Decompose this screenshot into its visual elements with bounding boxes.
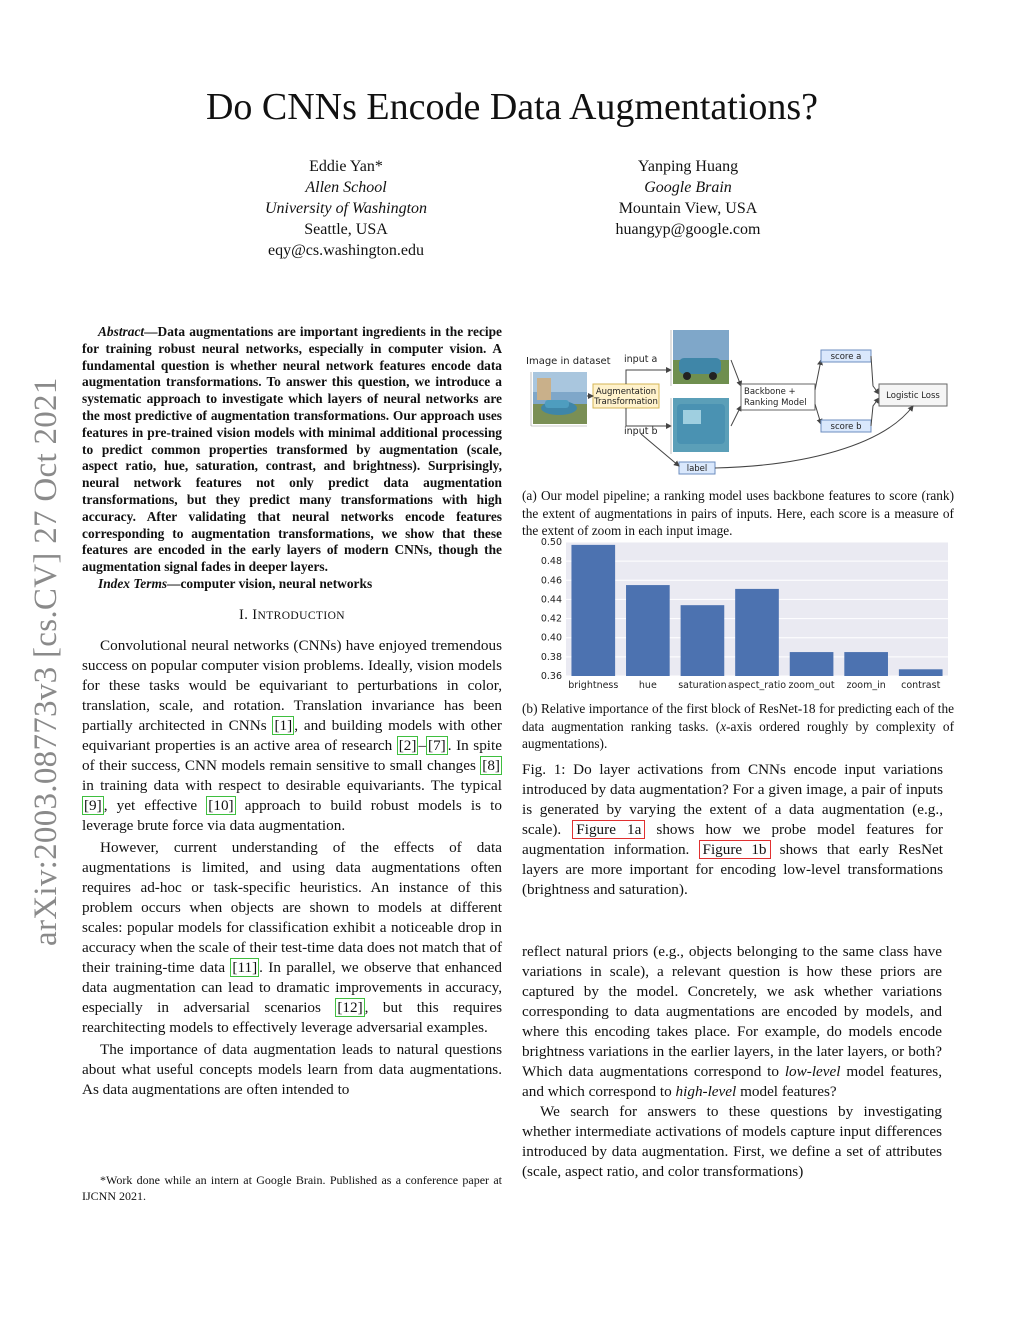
y-tick-label: 0.44 bbox=[540, 594, 562, 606]
input-b-image bbox=[671, 398, 729, 454]
intro-paragraph-1: Convolutional neural networks (CNNs) have enjoyed tremendous success on popular computer vision problems. Ideally, vision models for these tasks would be equivariant to perturbations in color, translation, scale, and rotation. Translation invariance has been partially architected in CNNs [1] , and building models with other equivariant properties is an active area of research [2] – [7] . In spite of their success, CNN models remain sensitive to small changes [8] in training data with respect to desirable equivariants. The typical [9] , yet effective [10] approach to build robust models is to leverage brute force via data augmentation. bbox=[82, 636, 502, 834]
arxiv-stamp-text: arXiv:2003.08773v3 [cs.CV] 27 Oct 2021 bbox=[28, 377, 64, 946]
label-box-text: label bbox=[686, 464, 708, 474]
y-tick-label: 0.40 bbox=[540, 632, 562, 644]
augmentation-box bbox=[593, 384, 659, 408]
y-tick-label: 0.50 bbox=[540, 537, 562, 548]
x-tick-label: zoom_out bbox=[788, 680, 835, 691]
figure-1-caption: Fig. 1: Do layer activations from CNNs encode input variations introduced by data augmentation? For a given image, a pair of inputs is generated by varying the extent of a data augmentation (e.g., scale). Figure 1a shows how we probe model features for augmentation information. Figure 1b shows that early ResNet layers are more important for encoding low-level transformations (brightness and saturation). bbox=[522, 761, 943, 898]
abstract-text: —Data augmentations are important ingredients in the recipe for training robust neural networks, especially in computer vision. A fundamental question is whether neural network features encode data augmentation transformations. To answer this question, we introduce a systematic approach to investigate which layers of neural networks are the most predictive of augmentation transformations. Our approach uses features in pre-trained vision models with minimal additional processing to predict common properties transformed by augmentation (scale, aspect ratio, hue, saturation, contrast, and brightness). Surprisingly, neural network features not only predict data augmentation transformations, but they predict many transformations with high accuracy. After validating that neural networks encode features corresponding to augmentation transformations, we show that these features are encoded in the early layers of modern CNNs, though the augmentation signal fades in deeper layers. bbox=[82, 324, 502, 575]
input-a-image bbox=[671, 330, 729, 386]
bar-zoom_in bbox=[844, 652, 888, 676]
footnote-text: *Work done while an intern at Google Brain. Published as a conference paper at IJCNN 2021. bbox=[82, 1173, 502, 1203]
augmentation-label-1: Augmentation bbox=[595, 387, 657, 397]
citation-link[interactable]: [12] bbox=[337, 998, 363, 1016]
citation-link[interactable]: [1] bbox=[274, 716, 293, 734]
input-a-label: input a bbox=[624, 354, 658, 365]
logistic-loss-box bbox=[879, 384, 947, 406]
author-name: Eddie Yan* bbox=[309, 158, 383, 175]
author-affiliation: Google Brain bbox=[644, 179, 732, 196]
logistic-loss-label: Logistic Loss bbox=[886, 391, 940, 401]
score-a-box bbox=[821, 350, 871, 362]
score-b-box bbox=[821, 420, 871, 432]
citation-link[interactable]: [9] bbox=[84, 796, 102, 814]
x-tick-label: aspect_ratio bbox=[727, 680, 787, 691]
citation-link[interactable]: [10] bbox=[208, 796, 234, 814]
citation-link[interactable]: [8] bbox=[482, 756, 500, 774]
bar-chart bbox=[518, 536, 956, 694]
citation-link[interactable]: [2] bbox=[398, 736, 417, 754]
author-block-1 bbox=[236, 156, 456, 261]
author-location: Mountain View, USA bbox=[618, 200, 758, 217]
author-location: Seattle, USA bbox=[304, 221, 388, 238]
bar-brightness bbox=[571, 545, 615, 676]
y-tick-label: 0.38 bbox=[540, 651, 562, 663]
figure-1a-caption: (a) Our model pipeline; a ranking model uses backbone features to score (rank) the extent of augmentations in pairs of inputs. Here, each score is a measure of the extent of zoom in each input image. bbox=[522, 488, 954, 538]
paper-title: Do CNNs Encode Data Augmentations? bbox=[205, 86, 819, 128]
section-number: I. bbox=[239, 606, 249, 623]
bar-hue bbox=[626, 585, 670, 676]
right-paragraph-1: reflect natural priors (e.g., objects belonging to the same class have variations in scale), a relevant question is how these priors are captured by the model. Concretely, we ask whether variations corresponding to data augmentations are encoded by models, and where this encoding takes place. For example, do models encode brightness variations in the earlier layers, in the later layers, or both? Which data augmentations correspond to low-level model features, and which correspond to high-level model features? bbox=[522, 943, 942, 1100]
author-block-2 bbox=[588, 156, 788, 240]
figure-1b-caption: (b) Relative importance of the first block of ResNet-18 for predicting each of the data augmentation ranking tasks. (x-axis ordered roughly by complexity of augmentations). bbox=[522, 701, 955, 751]
footnote bbox=[82, 1172, 502, 1204]
abstract bbox=[82, 324, 502, 593]
x-tick-label: hue bbox=[638, 680, 657, 691]
score-b-label: score b bbox=[830, 422, 862, 432]
author-name: Yanping Huang bbox=[637, 158, 739, 175]
y-tick-label: 0.46 bbox=[540, 575, 562, 587]
x-tick-label: zoom_in bbox=[846, 680, 886, 691]
author-email: huangyp@google.com bbox=[615, 221, 761, 238]
index-terms-text: —computer vision, neural networks bbox=[167, 575, 373, 591]
dataset-image bbox=[531, 372, 587, 426]
bar-aspect_ratio bbox=[735, 589, 779, 676]
left-column bbox=[82, 324, 502, 1100]
y-tick-label: 0.36 bbox=[540, 671, 562, 682]
author-affiliation: Allen School bbox=[305, 179, 387, 196]
citation-link[interactable]: [11] bbox=[232, 958, 258, 976]
figure-1b-link[interactable]: Figure 1b bbox=[699, 840, 771, 859]
backbone-label-2: Ranking Model bbox=[744, 398, 807, 408]
score-a-label: score a bbox=[830, 352, 862, 362]
author-affiliation: University of Washington bbox=[264, 200, 428, 217]
backbone-label-1: Backbone + bbox=[744, 387, 796, 397]
x-tick-label: contrast bbox=[901, 680, 941, 691]
backbone-box bbox=[741, 384, 815, 410]
label-box bbox=[679, 462, 715, 474]
section-title-rest: NTRODUCTION bbox=[257, 609, 345, 622]
y-tick-label: 0.42 bbox=[540, 613, 562, 625]
citation-link[interactable]: [7] bbox=[428, 736, 446, 754]
intro-paragraph-2: However, current understanding of the effects of data augmentations is limited, and using data augmentations often requires ad-hoc or task-specific heuristics. An instance of this problem occurs when objects are shown to models at different scales: popular models for classification exhibit a noticeable drop in accuracy when the scale of their test-time data does not match that of their training-time data [11] . In parallel, we observe that enhanced data augmentation can lead to dramatic improvements in accuracy, especially in adversarial scenarios [12] , but this requires rearchitecting models to effectively leverage adversarial examples. bbox=[82, 838, 503, 1036]
y-tick-label: 0.48 bbox=[540, 556, 562, 568]
x-axis-ticks bbox=[568, 680, 940, 691]
bar-zoom_out bbox=[790, 652, 834, 676]
index-terms-label: Index Terms bbox=[98, 575, 168, 591]
pipeline-diagram bbox=[523, 326, 953, 478]
bar-saturation bbox=[681, 605, 725, 676]
right-column bbox=[522, 942, 942, 1182]
bar-contrast bbox=[899, 669, 943, 676]
input-b-label: input b bbox=[624, 426, 658, 437]
section-heading bbox=[82, 605, 502, 626]
abstract-label: Abstract bbox=[98, 324, 145, 339]
x-tick-label: brightness bbox=[568, 680, 619, 691]
y-axis-ticks bbox=[541, 537, 562, 682]
image-in-dataset-label: Image in dataset bbox=[526, 356, 611, 367]
right-paragraph-2: We search for answers to these questions by investigating whether intermediate activations of models capture input differences introduced by data augmentation. First, we define a set of attributes (scale, aspect ratio, and color transformations) bbox=[522, 1103, 942, 1180]
x-tick-label: saturation bbox=[678, 680, 727, 691]
author-email: eqy@cs.washington.edu bbox=[267, 242, 425, 259]
intro-paragraph-3: The importance of data augmentation leads to natural questions about what useful concepts models learn from data augmentations. As data augmentations are often intended to bbox=[82, 1040, 502, 1098]
section-title-initial: I bbox=[252, 606, 258, 623]
augmentation-label-2: Transformation bbox=[594, 397, 658, 407]
figure-1a-link[interactable]: Figure 1a bbox=[572, 820, 645, 839]
